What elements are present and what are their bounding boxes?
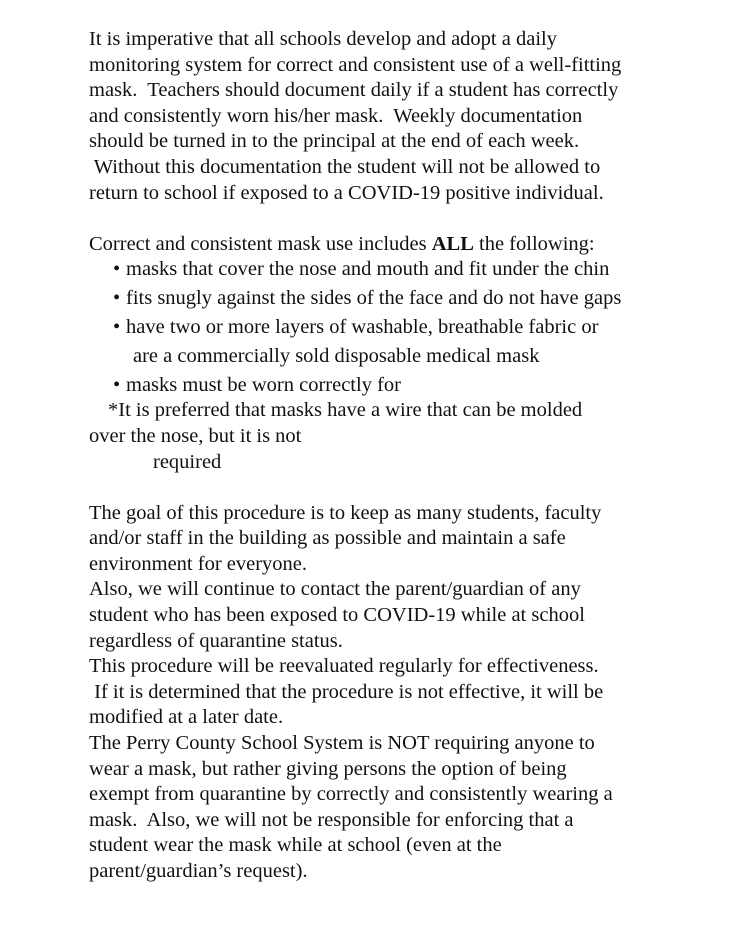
list-item bbox=[89, 257, 729, 283]
document-body bbox=[89, 27, 729, 885]
list-item bbox=[89, 315, 729, 370]
list-item-text: have two or more layers of washable, breathable fabric or bbox=[126, 315, 599, 338]
list-item-text: masks must be worn correctly for bbox=[126, 373, 401, 396]
text-line: student wear the mask while at school (even at the bbox=[89, 834, 502, 857]
mask-use-section bbox=[89, 232, 729, 475]
intro-emphasis: ALL bbox=[431, 232, 474, 255]
bullet-icon: • bbox=[113, 286, 121, 309]
paragraph-gap bbox=[89, 206, 729, 232]
text-line: If it is determined that the procedure is not effective, it will be bbox=[89, 680, 604, 703]
intro-text: the following: bbox=[473, 232, 595, 255]
paragraph-gap bbox=[89, 475, 729, 501]
text-line: The Perry County School System is NOT requiring anyone to bbox=[89, 732, 595, 755]
wire-note bbox=[89, 398, 729, 475]
text-line: wear a mask, but rather giving persons the option of being bbox=[89, 757, 567, 780]
list-item-text: fits snugly against the sides of the face and do not have gaps bbox=[126, 286, 622, 309]
text-line: parent/guardian’s request). bbox=[89, 860, 308, 882]
goal-section bbox=[89, 501, 729, 885]
note-line: over the nose, but it is not bbox=[89, 424, 302, 447]
text-line: and consistently worn his/her mask. Weekly documentation bbox=[89, 104, 583, 127]
text-line: regardless of quarantine status. bbox=[89, 629, 343, 652]
list-item bbox=[89, 373, 729, 399]
text-line: exempt from quarantine by correctly and consistently wearing a bbox=[89, 783, 613, 806]
text-line: mask. Teachers should document daily if a student has correctly bbox=[89, 79, 619, 102]
mask-requirements-list bbox=[89, 257, 729, 398]
intro-text: Correct and consistent mask use includes bbox=[89, 232, 432, 255]
text-line: return to school if exposed to a COVID-19 positive individual. bbox=[89, 181, 604, 204]
bullet-icon: • bbox=[113, 315, 121, 338]
text-line: It is imperative that all schools develop and adopt a daily bbox=[89, 28, 557, 50]
text-line: Without this documentation the student will not be allowed to bbox=[89, 155, 601, 178]
mask-use-intro bbox=[89, 232, 729, 258]
text-line: This procedure will be reevaluated regularly for effectiveness. bbox=[89, 655, 599, 678]
text-line: should be turned in to the principal at the end of each week. bbox=[89, 130, 580, 153]
text-line: Also, we will continue to contact the parent/guardian of any bbox=[89, 578, 581, 601]
list-item bbox=[89, 286, 729, 312]
monitoring-paragraph bbox=[89, 27, 729, 206]
text-line: student who has been exposed to COVID-19 while at school bbox=[89, 604, 585, 627]
bullet-icon: • bbox=[113, 258, 121, 281]
text-line: mask. Also, we will not be responsible for enforcing that a bbox=[89, 808, 574, 831]
list-item-continuation: are a commercially sold disposable medical mask bbox=[133, 345, 540, 368]
bullet-icon: • bbox=[113, 373, 121, 396]
text-line: environment for everyone. bbox=[89, 552, 308, 575]
list-item-text: masks that cover the nose and mouth and fit under the chin bbox=[126, 258, 610, 281]
text-line: The goal of this procedure is to keep as many students, faculty bbox=[89, 501, 602, 524]
text-line: and/or staff in the building as possible and maintain a safe bbox=[89, 527, 566, 550]
note-line: *It is preferred that masks have a wire that can be molded bbox=[108, 399, 583, 422]
note-line: required bbox=[153, 450, 222, 473]
text-line: monitoring system for correct and consistent use of a well-fitting bbox=[89, 53, 622, 76]
text-line: modified at a later date. bbox=[89, 706, 284, 729]
